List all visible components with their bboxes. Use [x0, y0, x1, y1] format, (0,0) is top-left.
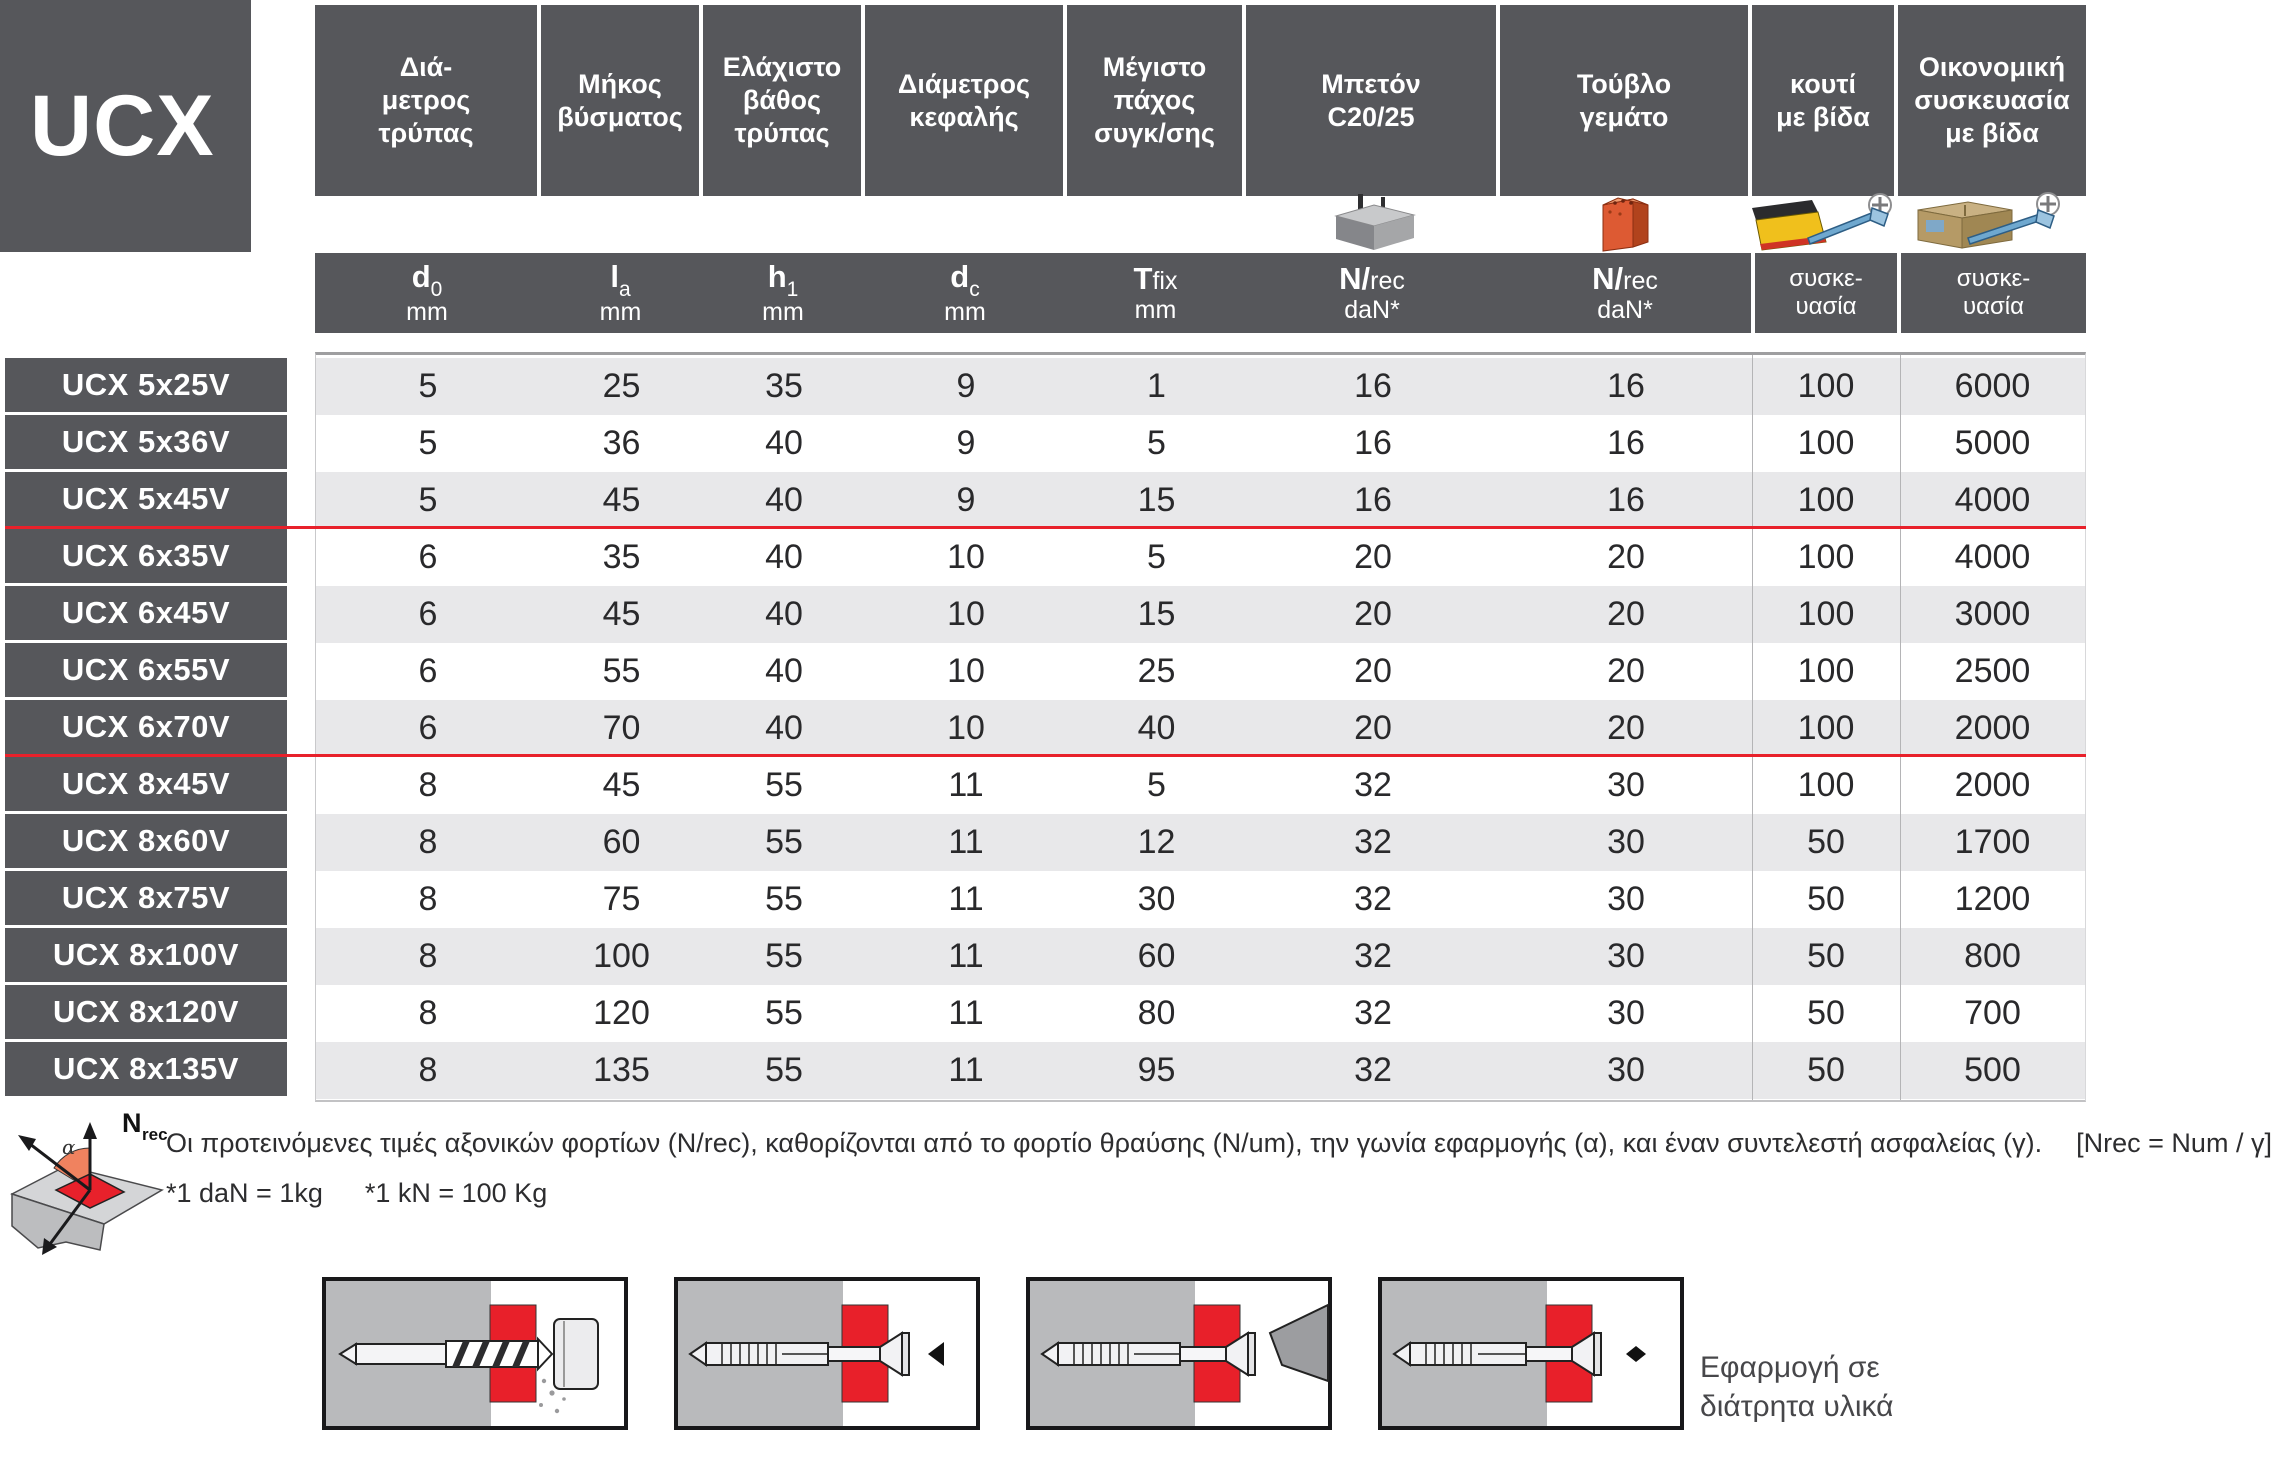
load-direction-diagram [4, 1098, 174, 1265]
row-label: UCX 8x135V [5, 1042, 287, 1096]
data-cell: 30 [1607, 766, 1645, 804]
data-cell: 32 [1354, 880, 1392, 918]
data-cell: 32 [1354, 937, 1392, 975]
data-cell: 45 [602, 766, 641, 804]
data-cell: 100 [1797, 538, 1855, 576]
table-row [316, 415, 2085, 472]
data-cell: 20 [1354, 709, 1392, 747]
data-cell: 55 [765, 823, 803, 861]
data-cell: 5 [418, 481, 438, 519]
nrec-label: N [122, 1108, 142, 1138]
row-label: UCX 6x55V [5, 643, 287, 697]
data-cell: 11 [948, 766, 984, 804]
data-cell: 20 [1354, 595, 1392, 633]
data-cell: 60 [602, 823, 641, 861]
data-cell: 55 [765, 880, 803, 918]
data-cell: 1200 [1954, 880, 2031, 918]
data-cell: 20 [1354, 538, 1392, 576]
data-cell: 16 [1354, 481, 1392, 519]
data-cell: 95 [1137, 1051, 1176, 1089]
data-cell: 50 [1807, 1051, 1845, 1089]
table-row [316, 358, 2085, 415]
data-cell: 55 [765, 937, 803, 975]
col-header-hole-diameter: Διά- μετρος τρύπας [315, 5, 537, 196]
table-row [316, 985, 2085, 1042]
data-cell: 30 [1607, 823, 1645, 861]
subheader-nrec-brick: N/rec daN* [1592, 260, 1658, 325]
box-with-screw-icon [1748, 192, 1900, 252]
col-header-min-hole-depth: Ελάχιστο βάθος τρύπας [703, 5, 861, 196]
data-cell: 9 [956, 481, 976, 519]
data-cell: 5 [418, 424, 438, 462]
data-cell: 15 [1137, 595, 1176, 633]
data-cell: 25 [602, 367, 641, 405]
data-cell: 30 [1607, 1051, 1645, 1089]
data-cell: 1700 [1954, 823, 2031, 861]
row-label: UCX 8x60V [5, 814, 287, 868]
col-header-solid-brick: Τούβλο γεμάτο [1500, 5, 1748, 196]
data-cell: 10 [947, 652, 985, 690]
col-header-plug-length: Μήκος βύσματος [541, 5, 699, 196]
data-cell: 8 [418, 1051, 438, 1089]
table-row [316, 472, 2085, 529]
table-row [316, 928, 2085, 985]
data-cell: 2000 [1954, 709, 2031, 747]
subheader-tfix: Tfix mm [1133, 260, 1178, 325]
data-cell: 120 [593, 994, 650, 1032]
data-cell: 45 [602, 595, 641, 633]
data-cell: 36 [602, 424, 641, 462]
data-cell: 50 [1807, 937, 1845, 975]
install-step-insert-anchor-icon [674, 1277, 980, 1430]
table-row [316, 700, 2085, 757]
data-cell: 32 [1354, 1051, 1392, 1089]
data-cell: 1 [1147, 367, 1166, 405]
data-cell: 100 [593, 937, 650, 975]
data-cell: 11 [948, 880, 984, 918]
data-cell: 40 [765, 595, 803, 633]
col-header-concrete: Μπετόν C20/25 [1246, 5, 1496, 196]
col-header-box-with-screw: κουτί με βίδα [1752, 5, 1894, 196]
data-cell: 3000 [1954, 595, 2031, 633]
data-cell: 2500 [1954, 652, 2031, 690]
subheader-nrec-concrete: N/rec daN* [1339, 260, 1405, 325]
data-cell: 4000 [1954, 481, 2031, 519]
data-cell: 55 [765, 766, 803, 804]
data-cell: 100 [1797, 367, 1855, 405]
data-cell: 100 [1797, 652, 1855, 690]
data-cell: 5 [1147, 424, 1166, 462]
data-cell: 8 [418, 766, 438, 804]
data-cell: 16 [1354, 367, 1392, 405]
install-step-drilling-icon [322, 1277, 628, 1430]
data-cell: 100 [1797, 424, 1855, 462]
row-label: UCX 8x45V [5, 757, 287, 811]
application-caption: Εφαρμογή σε διάτρητα υλικά [1700, 1351, 1894, 1423]
data-cell: 70 [602, 709, 641, 747]
data-cell: 16 [1607, 424, 1645, 462]
data-cell: 10 [947, 538, 985, 576]
data-cell: 2000 [1954, 766, 2031, 804]
subheader-la: la mm [599, 259, 642, 326]
install-step-hammer-icon [1026, 1277, 1332, 1430]
group-separator-line [5, 754, 2086, 757]
data-cell: 50 [1807, 823, 1845, 861]
data-cell: 500 [1964, 1051, 2021, 1089]
group-separator-line [5, 526, 2086, 529]
data-cell: 55 [602, 652, 641, 690]
row-label: UCX 8x75V [5, 871, 287, 925]
col-header-head-diameter: Διάμετρος κεφαλής [865, 5, 1063, 196]
row-label: UCX 5x45V [5, 472, 287, 526]
data-cell: 30 [1607, 994, 1645, 1032]
data-cell: 5 [418, 367, 438, 405]
row-label: UCX 6x70V [5, 700, 287, 754]
data-cell: 6 [418, 595, 438, 633]
data-cell: 45 [602, 481, 641, 519]
load-note: Οι προτεινόμενες τιμές αξονικών φορτίων (N/rec), καθορίζονται από το φορτίο θραύσης (N/um), την γωνία εφαρμογής (α), και έναν συντελεστή ασφαλείας (γ). [Nrec = Num / γ] [166, 1128, 2272, 1158]
data-cell: 100 [1797, 595, 1855, 633]
data-cell: 55 [765, 994, 803, 1032]
data-cell: 40 [1137, 709, 1176, 747]
data-cell: 30 [1137, 880, 1176, 918]
data-cell: 4000 [1954, 538, 2031, 576]
data-cell: 700 [1964, 994, 2021, 1032]
subheader-d0: d0 mm [406, 259, 448, 326]
solid-brick-icon [1598, 192, 1652, 252]
data-cell: 16 [1607, 481, 1645, 519]
table-row [316, 871, 2085, 928]
data-cell: 30 [1607, 880, 1645, 918]
data-cell: 40 [765, 481, 803, 519]
row-label: UCX 8x100V [5, 928, 287, 982]
data-cell: 8 [418, 823, 438, 861]
economy-pack-with-screw-icon [1908, 192, 2066, 252]
data-cell: 8 [418, 880, 438, 918]
row-label: UCX 5x25V [5, 358, 287, 412]
data-cell: 6 [418, 538, 438, 576]
subheader-dc: dc mm [944, 259, 986, 326]
data-cell: 25 [1137, 652, 1176, 690]
product-title: UCX [30, 77, 215, 174]
data-cell: 20 [1607, 538, 1645, 576]
concrete-block-icon [1322, 192, 1426, 252]
data-cell: 5 [1147, 538, 1166, 576]
product-logo [0, 0, 251, 252]
table-row [316, 814, 2085, 871]
data-cell: 11 [948, 1051, 984, 1089]
col-header-economy-pack: Οικονομική συσκευασία με βίδα [1898, 5, 2086, 196]
data-cell: 10 [947, 595, 985, 633]
subheader-pack-economy: συσκε- υασία [1901, 253, 2086, 333]
data-cell: 20 [1607, 652, 1645, 690]
nrec-label-sub: rec [142, 1125, 168, 1144]
data-cell: 75 [602, 880, 641, 918]
data-table [315, 352, 2086, 1102]
data-cell: 40 [765, 424, 803, 462]
data-cell: 16 [1354, 424, 1392, 462]
row-label: UCX 6x45V [5, 586, 287, 640]
data-cell: 9 [956, 424, 976, 462]
table-row [316, 1042, 2085, 1099]
data-cell: 50 [1807, 880, 1845, 918]
data-cell: 10 [947, 709, 985, 747]
data-cell: 40 [765, 709, 803, 747]
data-cell: 6 [418, 709, 438, 747]
data-cell: 11 [948, 823, 984, 861]
alpha-label: α [62, 1135, 76, 1159]
data-cell: 20 [1607, 595, 1645, 633]
data-cell: 100 [1797, 481, 1855, 519]
data-cell: 50 [1807, 994, 1845, 1032]
data-cell: 12 [1137, 823, 1176, 861]
data-cell: 32 [1354, 994, 1392, 1032]
nrec-formula: [Nrec = Num / γ] [2076, 1128, 2272, 1158]
subheader-h1: h1 mm [762, 259, 804, 326]
row-label: UCX 6x35V [5, 529, 287, 583]
subheader-band [315, 253, 1751, 333]
data-cell: 20 [1607, 709, 1645, 747]
data-cell: 5 [1147, 766, 1166, 804]
data-cell: 5000 [1954, 424, 2031, 462]
subheader-pack-box: συσκε- υασία [1755, 253, 1897, 333]
row-label: UCX 8x120V [5, 985, 287, 1039]
data-cell: 35 [765, 367, 803, 405]
data-cell: 11 [948, 994, 984, 1032]
column-divider [1900, 355, 1901, 1100]
install-step-finished-icon [1378, 1277, 1684, 1430]
data-cell: 80 [1137, 994, 1176, 1032]
table-row [316, 757, 2085, 814]
data-cell: 40 [765, 538, 803, 576]
data-cell: 60 [1137, 937, 1176, 975]
row-label: UCX 5x36V [5, 415, 287, 469]
data-cell: 32 [1354, 823, 1392, 861]
data-cell: 9 [956, 367, 976, 405]
data-cell: 100 [1797, 766, 1855, 804]
data-cell: 35 [602, 538, 641, 576]
data-cell: 20 [1354, 652, 1392, 690]
table-row [316, 586, 2085, 643]
data-cell: 100 [1797, 709, 1855, 747]
data-cell: 55 [765, 1051, 803, 1089]
col-header-max-fixture: Μέγιστο πάχος συγκ/σης [1067, 5, 1242, 196]
data-cell: 16 [1607, 367, 1645, 405]
data-cell: 32 [1354, 766, 1392, 804]
data-cell: 135 [593, 1051, 650, 1089]
data-cell: 6000 [1954, 367, 2031, 405]
data-cell: 8 [418, 994, 438, 1032]
data-cell: 15 [1137, 481, 1176, 519]
column-divider [1752, 355, 1753, 1100]
data-cell: 800 [1964, 937, 2021, 975]
data-cell: 30 [1607, 937, 1645, 975]
data-cell: 6 [418, 652, 438, 690]
data-cell: 11 [948, 937, 984, 975]
table-row [316, 529, 2085, 586]
data-cell: 8 [418, 937, 438, 975]
table-row [316, 643, 2085, 700]
unit-note: *1 daN = 1kg *1 kN = 100 Kg [166, 1178, 548, 1208]
data-cell: 40 [765, 652, 803, 690]
